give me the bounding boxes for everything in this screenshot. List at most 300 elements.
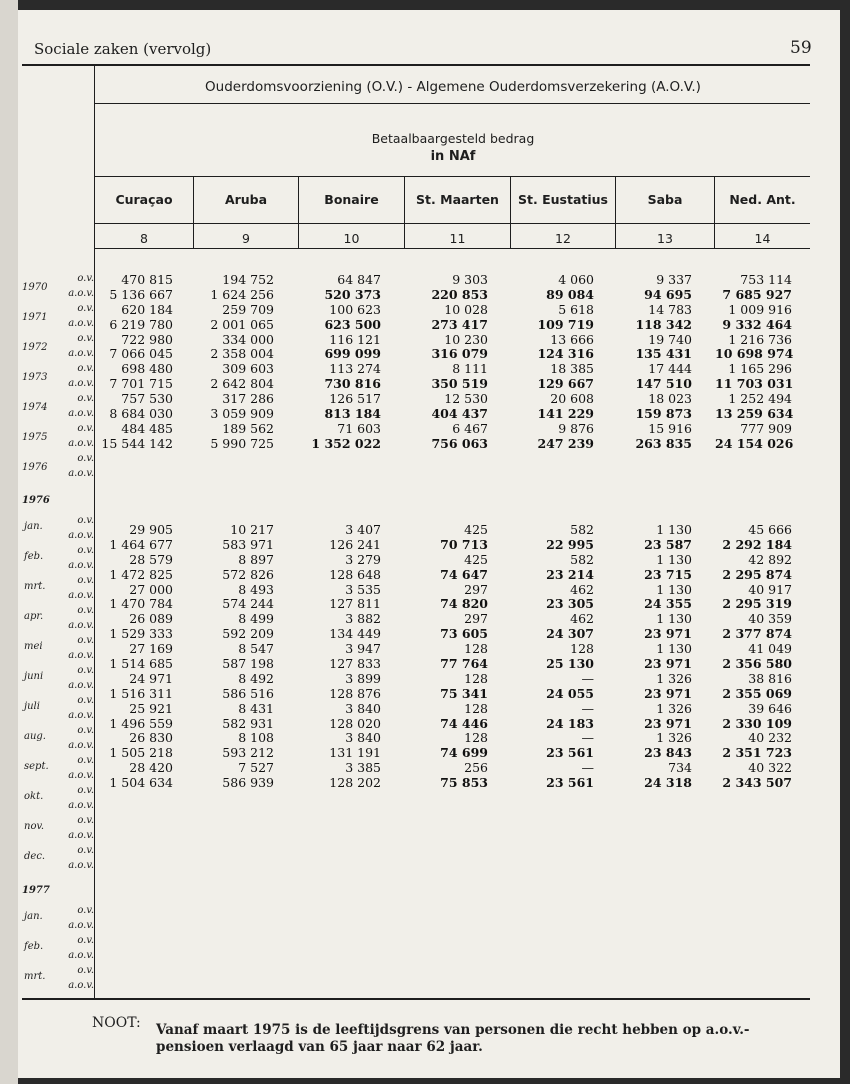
table-cell: 2 356 580 <box>722 656 792 672</box>
table-cell: 128 <box>464 641 488 657</box>
table-cell: 404 437 <box>431 406 488 422</box>
table-cell: 18 023 <box>648 391 692 407</box>
table-cell: 8 493 <box>238 581 274 597</box>
month-label: jan. <box>24 521 43 532</box>
type-label: o.v. <box>77 273 94 284</box>
table-cell: 10 217 <box>230 522 274 537</box>
colhead-rule <box>95 223 810 224</box>
table-cell: 297 <box>464 611 488 627</box>
table-cell: 462 <box>570 581 594 597</box>
table-cell: — <box>581 700 594 716</box>
table-cell: 26 089 <box>129 611 173 627</box>
title-rule <box>95 103 810 104</box>
table-cell: 24 971 <box>129 670 173 686</box>
table-cell: 259 709 <box>222 301 274 317</box>
monthly-col-curacao <box>95 523 173 791</box>
table-cell: 2 377 874 <box>722 626 792 642</box>
table-cell: 2 295 874 <box>722 566 792 582</box>
month-label: juni <box>24 671 44 682</box>
col-num: 10 <box>343 231 360 246</box>
table-cell: 113 274 <box>329 361 381 377</box>
table-cell: 23 214 <box>546 566 594 582</box>
table-cell: 620 184 <box>121 301 173 317</box>
month-label: jan. <box>24 911 43 922</box>
table-cell: 40 322 <box>748 760 792 776</box>
table-cell: 425 <box>464 522 488 537</box>
table-cell: 27 000 <box>129 581 173 597</box>
table-cell: 1 009 916 <box>728 301 792 317</box>
type-label: a.o.v. <box>68 980 94 991</box>
table-cell: 4 060 <box>558 272 594 287</box>
type-label: o.v. <box>77 635 94 646</box>
table-cell: 3 899 <box>345 670 381 686</box>
table-cell: 124 316 <box>537 346 594 362</box>
table-cell: 9 303 <box>452 272 488 287</box>
table-cell: 777 909 <box>740 420 792 436</box>
table-cell: 7 527 <box>238 760 274 776</box>
table-cell: 2 330 109 <box>722 715 792 731</box>
table-cell: 24 355 <box>644 596 692 612</box>
type-label: o.v. <box>77 905 94 916</box>
table-cell: 9 332 464 <box>722 316 792 332</box>
table-cell: 582 <box>570 551 594 567</box>
table-cell: 128 <box>570 641 594 657</box>
table-cell: 220 853 <box>431 286 488 302</box>
type-label: a.o.v. <box>68 590 94 601</box>
table-cell: 593 212 <box>222 745 274 761</box>
table-cell: 11 703 031 <box>715 376 794 392</box>
table-cell: 141 229 <box>537 406 594 422</box>
type-label: a.o.v. <box>68 378 94 389</box>
table-cell: 1 326 <box>656 670 692 686</box>
table-cell: 7 701 715 <box>109 376 173 392</box>
table-cell: 24 318 <box>644 775 692 791</box>
table-cell: 1 130 <box>656 641 692 657</box>
table-cell: 75 341 <box>440 685 488 701</box>
header-rule <box>22 64 810 66</box>
table-cell: 7 066 045 <box>109 346 173 362</box>
monthly-col-bonaire <box>299 523 381 791</box>
table-cell: 23 971 <box>644 715 692 731</box>
table-cell: 753 114 <box>740 272 792 287</box>
table-cell: 74 446 <box>440 715 488 731</box>
col-head-aruba: Aruba <box>224 192 268 207</box>
type-label: a.o.v. <box>68 710 94 721</box>
table-cell: 39 646 <box>748 700 792 716</box>
table-cell: 8 108 <box>238 730 274 746</box>
table-cell: 1 130 <box>656 581 692 597</box>
table-cell: 6 467 <box>452 420 488 436</box>
annual-col-saba <box>616 273 692 452</box>
table-cell: 623 500 <box>324 316 381 332</box>
table-cell: 3 407 <box>345 522 381 537</box>
table-cell: 2 343 507 <box>722 775 792 791</box>
type-label: a.o.v. <box>68 408 94 419</box>
table-cell: 757 530 <box>121 391 173 407</box>
table-cell: 1 326 <box>656 730 692 746</box>
col-num: 8 <box>140 231 148 246</box>
row-labels-monthly <box>22 495 94 995</box>
table-cell: 2 642 804 <box>210 376 274 392</box>
year-label: 1971 <box>22 312 48 323</box>
type-label: o.v. <box>77 393 94 404</box>
table-cell: 586 516 <box>222 685 274 701</box>
table-cell: 41 049 <box>748 641 792 657</box>
table-cell: 17 444 <box>648 361 692 377</box>
type-label: a.o.v. <box>68 920 94 931</box>
monthly-col-st-maarten <box>405 523 488 791</box>
table-cell: 27 169 <box>129 641 173 657</box>
table-cell: 13 666 <box>550 331 594 347</box>
type-label: o.v. <box>77 785 94 796</box>
table-cell: 24 183 <box>546 715 594 731</box>
month-label: juli <box>24 701 40 712</box>
table-cell: 15 544 142 <box>101 435 173 451</box>
table-cell: 8 431 <box>238 700 274 716</box>
page-number: 59 <box>790 38 812 58</box>
table-cell: 5 990 725 <box>210 435 274 451</box>
table-cell: 7 685 927 <box>722 286 792 302</box>
month-label: okt. <box>24 791 44 802</box>
table-cell: 19 740 <box>648 331 692 347</box>
table-cell: 3 882 <box>345 611 381 627</box>
table-cell: 592 209 <box>222 626 274 642</box>
col-head-ned-ant: Ned. Ant. <box>729 192 796 207</box>
table-cell: 297 <box>464 581 488 597</box>
type-label: a.o.v. <box>68 438 94 449</box>
table-cell: 587 198 <box>222 656 274 672</box>
type-label: o.v. <box>77 935 94 946</box>
table-cell: 8 492 <box>238 670 274 686</box>
table-cell: 3 059 909 <box>210 406 274 422</box>
table-cell: 3 840 <box>345 700 381 716</box>
table-cell: 24 307 <box>546 626 594 642</box>
table-cell: 74 699 <box>440 745 488 761</box>
table-cell: 147 510 <box>635 376 692 392</box>
table-cell: 94 695 <box>644 286 692 302</box>
table-cell: 1 252 494 <box>728 391 792 407</box>
table-cell: 131 191 <box>329 745 381 761</box>
table-cell: 1 472 825 <box>109 566 173 582</box>
table-cell: 316 079 <box>431 346 488 362</box>
table-cell: 116 121 <box>329 331 381 347</box>
table-cell: 574 244 <box>222 596 274 612</box>
table-cell: 74 820 <box>440 596 488 612</box>
table-cell: 42 892 <box>748 551 792 567</box>
table-cell: 6 219 780 <box>109 316 173 332</box>
type-label: a.o.v. <box>68 680 94 691</box>
col-num: 12 <box>555 231 571 246</box>
table-cell: 2 351 723 <box>722 745 792 761</box>
table-cell: 813 184 <box>324 406 381 422</box>
table-cell: 3 385 <box>345 760 381 776</box>
type-label: o.v. <box>77 363 94 374</box>
annual-col-st-maarten <box>405 273 488 452</box>
table-cell: 127 811 <box>329 596 381 612</box>
table-cell: 273 417 <box>431 316 488 332</box>
table-cell: 64 847 <box>337 272 381 287</box>
table-cell: 15 916 <box>648 420 692 436</box>
type-label: o.v. <box>77 303 94 314</box>
table-cell: 128 648 <box>329 566 381 582</box>
table-cell: 9 337 <box>656 272 692 287</box>
table-cell: 24 154 026 <box>715 435 794 451</box>
month-label: mei <box>24 641 43 652</box>
year-label: 1972 <box>22 342 48 353</box>
table-cell: 23 843 <box>644 745 692 761</box>
table-cell: 1 470 784 <box>109 596 173 612</box>
table-cell: 38 816 <box>748 670 792 686</box>
table-cell: 8 897 <box>238 551 274 567</box>
month-label: sept. <box>24 761 49 772</box>
month-label: dec. <box>24 851 46 862</box>
table-bottom-rule <box>22 998 810 1000</box>
table-cell: 2 295 319 <box>722 596 792 612</box>
col-head-st-maarten: St. Maarten <box>416 192 499 207</box>
table-cell: 12 530 <box>444 391 488 407</box>
note-text: Vanaf maart 1975 is de leeftijdsgrens van personen die recht hebben op a.o.v.- pensioen verlaagd van 65 jaar naar 62 jaar. <box>156 1022 750 1055</box>
type-label: a.o.v. <box>68 740 94 751</box>
table-cell: 8 111 <box>452 361 488 377</box>
table-cell: 26 830 <box>129 730 173 746</box>
table-cell: 2 001 065 <box>210 316 274 332</box>
type-label: a.o.v. <box>68 950 94 961</box>
table-cell: 189 562 <box>222 420 274 436</box>
col-num: 13 <box>657 231 673 246</box>
table-cell: 28 579 <box>129 551 173 567</box>
year-label: 1975 <box>22 432 48 443</box>
table-cell: 317 286 <box>222 391 274 407</box>
table-cell: 3 840 <box>345 730 381 746</box>
type-label: a.o.v. <box>68 348 94 359</box>
table-cell: 126 241 <box>329 536 381 552</box>
table-cell: 73 605 <box>440 626 488 642</box>
table-cell: 29 905 <box>129 522 173 537</box>
table-cell: — <box>581 730 594 746</box>
table-cell: 25 921 <box>129 700 173 716</box>
col-num: 9 <box>242 231 250 246</box>
table-cell: 109 719 <box>537 316 594 332</box>
table-cell: 247 239 <box>537 435 594 451</box>
type-label: a.o.v. <box>68 288 94 299</box>
table-cell: 1 516 311 <box>109 685 173 701</box>
table-cell: 128 202 <box>329 775 381 791</box>
table-cell: 1 496 559 <box>109 715 173 731</box>
table-cell: 2 355 069 <box>722 685 792 701</box>
annual-col-bonaire <box>299 273 381 452</box>
table-cell: 194 752 <box>222 272 274 287</box>
table-cell: 118 342 <box>635 316 692 332</box>
table-cell: 20 608 <box>550 391 594 407</box>
table-cell: 1 216 736 <box>728 331 792 347</box>
table-cell: 756 063 <box>431 435 488 451</box>
col-head-curacao: Curaçao <box>115 192 173 207</box>
month-label: nov. <box>24 821 45 832</box>
table-cell: 5 618 <box>558 301 594 317</box>
table-cell: 45 666 <box>748 522 792 537</box>
table-cell: 128 <box>464 670 488 686</box>
subtitle-rule <box>95 176 810 177</box>
type-label: a.o.v. <box>68 650 94 661</box>
year-label: 1974 <box>22 402 48 413</box>
table-cell: 89 084 <box>546 286 594 302</box>
table-cell: 1 352 022 <box>311 435 381 451</box>
type-label: a.o.v. <box>68 318 94 329</box>
table-cell: 23 715 <box>644 566 692 582</box>
table-cell: 23 971 <box>644 685 692 701</box>
table-cell: 28 420 <box>129 760 173 776</box>
table-cell: 520 373 <box>324 286 381 302</box>
table-cell: 128 020 <box>329 715 381 731</box>
table-cell: 5 136 667 <box>109 286 173 302</box>
type-label: a.o.v. <box>68 530 94 541</box>
table-cell: 484 485 <box>121 420 173 436</box>
table-cell: 128 <box>464 700 488 716</box>
table-cell: 127 833 <box>329 656 381 672</box>
table-cell: 3 947 <box>345 641 381 657</box>
monthly-col-saba <box>616 523 692 791</box>
table-cell: 25 130 <box>546 656 594 672</box>
type-label: o.v. <box>77 755 94 766</box>
table-cell: 8 547 <box>238 641 274 657</box>
table-cell: 23 971 <box>644 626 692 642</box>
table-cell: 135 431 <box>635 346 692 362</box>
table-cell: 8 684 030 <box>109 406 173 422</box>
table-cell: 129 667 <box>537 376 594 392</box>
table-cell: 698 480 <box>121 361 173 377</box>
type-label: o.v. <box>77 845 94 856</box>
table-cell: 23 561 <box>546 745 594 761</box>
table-cell: 8 499 <box>238 611 274 627</box>
type-label: o.v. <box>77 545 94 556</box>
table-cell: 699 099 <box>324 346 381 362</box>
type-label: a.o.v. <box>68 468 94 479</box>
annual-col-st-eustatius <box>511 273 594 452</box>
table-cell: 334 000 <box>222 331 274 347</box>
table-cell: 23 971 <box>644 656 692 672</box>
table-cell: 730 816 <box>324 376 381 392</box>
type-label: o.v. <box>77 515 94 526</box>
table-cell: 40 359 <box>748 611 792 627</box>
col-head-bonaire: Bonaire <box>324 192 379 207</box>
month-label: feb. <box>24 941 44 952</box>
table-cell: 23 587 <box>644 536 692 552</box>
monthly-col-aruba <box>194 523 274 791</box>
table-cell: 1 130 <box>656 522 692 537</box>
table-subtitle: Betaalbaargesteld bedrag in NAf <box>371 131 535 164</box>
table-cell: 1 504 634 <box>109 775 173 791</box>
table-cell: 40 232 <box>748 730 792 746</box>
table-cell: 1 624 256 <box>210 286 274 302</box>
table-cell: 586 939 <box>222 775 274 791</box>
table-cell: 1 165 296 <box>728 361 792 377</box>
type-label: o.v. <box>77 815 94 826</box>
table-cell: — <box>581 760 594 776</box>
table-cell: 1 514 685 <box>109 656 173 672</box>
table-cell: 10 230 <box>444 331 488 347</box>
table-cell: 24 055 <box>546 685 594 701</box>
table-cell: 14 783 <box>648 301 692 317</box>
month-label: feb. <box>24 551 44 562</box>
table-cell: 3 535 <box>345 581 381 597</box>
table-cell: 10 698 974 <box>715 346 794 362</box>
table-cell: 582 <box>570 522 594 537</box>
col-num: 14 <box>754 231 771 246</box>
table-cell: 582 931 <box>222 715 274 731</box>
table-cell: 572 826 <box>222 566 274 582</box>
row-labels-annual <box>22 273 94 483</box>
table-cell: 309 603 <box>222 361 274 377</box>
table-cell: — <box>581 670 594 686</box>
table-cell: 2 358 004 <box>210 346 274 362</box>
type-label: o.v. <box>77 695 94 706</box>
table-cell: 18 385 <box>550 361 594 377</box>
table-cell: 2 292 184 <box>722 536 792 552</box>
type-label: a.o.v. <box>68 830 94 841</box>
table-cell: 583 971 <box>222 536 274 552</box>
annual-col-curacao <box>95 273 173 452</box>
table-cell: 425 <box>464 551 488 567</box>
month-label: mrt. <box>24 971 46 982</box>
table-cell: 263 835 <box>635 435 692 451</box>
table-cell: 22 995 <box>546 536 594 552</box>
table-cell: 40 917 <box>748 581 792 597</box>
month-label: aug. <box>24 731 46 742</box>
table-cell: 128 876 <box>329 685 381 701</box>
type-label: o.v. <box>77 453 94 464</box>
colnum-rule <box>95 248 810 249</box>
table-cell: 1 326 <box>656 700 692 716</box>
type-label: o.v. <box>77 423 94 434</box>
type-label: o.v. <box>77 725 94 736</box>
annual-col-aruba <box>194 273 274 452</box>
table-cell: 159 873 <box>635 406 692 422</box>
type-label: a.o.v. <box>68 560 94 571</box>
year-label: 1976 <box>22 462 48 473</box>
type-label: a.o.v. <box>68 770 94 781</box>
col-num: 11 <box>449 231 466 246</box>
table-cell: 256 <box>464 760 488 776</box>
month-label: apr. <box>24 611 44 622</box>
table-cell: 3 279 <box>345 551 381 567</box>
table-cell: 100 623 <box>329 301 381 317</box>
month-label: mrt. <box>24 581 46 592</box>
book-spine <box>0 0 18 1084</box>
table-cell: 1 529 333 <box>109 626 173 642</box>
table-cell: 13 259 634 <box>715 406 794 422</box>
col-head-saba: Saba <box>647 192 683 207</box>
section-header: Sociale zaken (vervolg) <box>34 40 212 58</box>
table-cell: 734 <box>668 760 692 776</box>
col-head-st-eustatius: St. Eustatius <box>518 192 608 207</box>
table-cell: 462 <box>570 611 594 627</box>
type-label: o.v. <box>77 965 94 976</box>
monthly-col-ned-ant <box>715 523 792 791</box>
table-cell: 722 980 <box>121 331 173 347</box>
type-label: o.v. <box>77 605 94 616</box>
type-label: a.o.v. <box>68 860 94 871</box>
type-label: a.o.v. <box>68 800 94 811</box>
type-label: o.v. <box>77 333 94 344</box>
table-cell: 1 130 <box>656 551 692 567</box>
table-cell: 9 876 <box>558 420 594 436</box>
table-cell: 126 517 <box>329 391 381 407</box>
table-cell: 128 <box>464 730 488 746</box>
table-cell: 23 561 <box>546 775 594 791</box>
year-label: 1977 <box>22 885 50 896</box>
note-label: NOOT: <box>92 1015 141 1031</box>
table-cell: 77 764 <box>440 656 488 672</box>
